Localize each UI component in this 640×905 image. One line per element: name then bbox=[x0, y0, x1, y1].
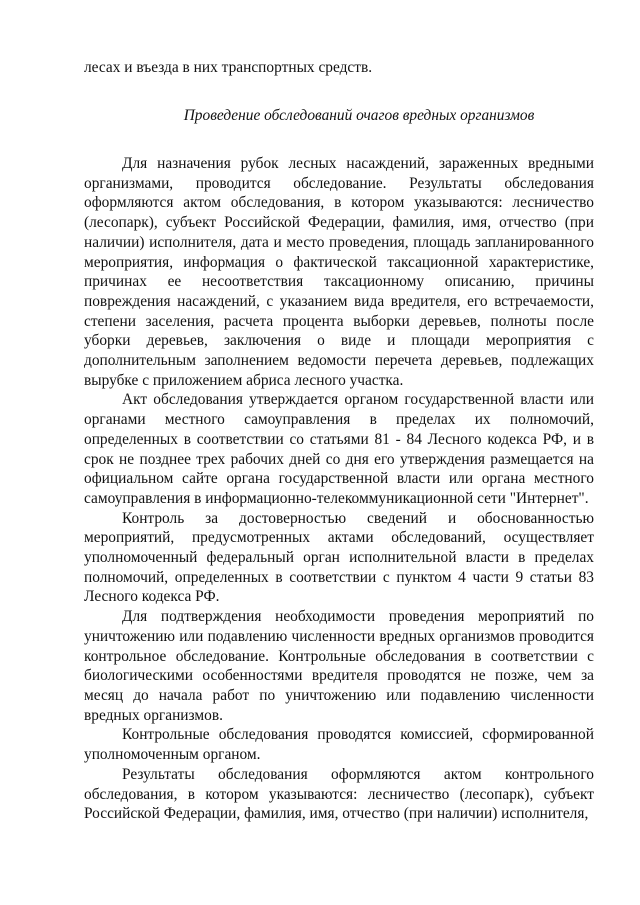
continuation-line: лесах и въезда в них транспортных средств. bbox=[84, 59, 373, 76]
paragraph-5: Контрольные обследования проводятся комиссией, сформированной уполномоченным органом. bbox=[84, 726, 594, 764]
document-page bbox=[84, 58, 594, 824]
paragraph-4: Для подтверждения необходимости проведения мероприятий по уничтожению или подавлению численности вредных организмов проводится контрольное обследование. Контрольные обследования в соответствии с биологическими особенностями вредителя проводятся не позже, чем за месяц до начала работ по уничтожению или подавлению численности вредных организмов. bbox=[84, 608, 594, 724]
section-title: Проведение обследований очагов вредных организмов bbox=[183, 107, 535, 124]
paragraph-3: Контроль за достоверностью сведений и обоснованностью мероприятий, предусмотренных актами обследований, осуществляет уполномоченный федеральный орган исполнительной власти в пределах полномочий, определенных в соответствии с пунктом 4 части 9 статьи 83 Лесного кодекса РФ. bbox=[84, 509, 594, 606]
paragraph-1: Для назначения рубок лесных насаждений, зараженных вредными организмами, проводится обследование. Результаты обследования оформляются актом обследования, в котором указываются: лесничество (лесопарк), субъект Российской Федерации, фамилия, имя, отчество (при наличии) исполнителя, дата и место проведения, площадь запланированного мероприятия, информация о фактической таксационной характеристике, причинах ее несоответствия таксационному описанию, причины повреждения насаждений, с указанием вида вредителя, его встречаемости, степени заселения, расчета процента выборки деревьев, полноты после уборки деревьев, заключения о виде и площади мероприятия с дополнительным заполнением ведомости перечета деревьев, подлежащих вырубке с приложением абриса лесного участка. bbox=[84, 155, 594, 389]
paragraph-6: Результаты обследования оформляются актом контрольного обследования, в котором указываются: лесничество (лесопарк), субъект Российской Федерации, фамилия, имя, отчество (при наличии) исполнителя, bbox=[84, 765, 594, 823]
paragraph-2: Акт обследования утверждается органом государственной власти или органами местного самоуправления в пределах их полномочий, определенных в соответствии со статьями 81 - 84 Лесного кодекса РФ, и в срок не позднее трех рабочих дней со дня его утверждения размещается на официальном сайте органа государственной власти или органа местного самоуправления в информационно-телекоммуникационной сети "Интернет". bbox=[84, 391, 594, 507]
